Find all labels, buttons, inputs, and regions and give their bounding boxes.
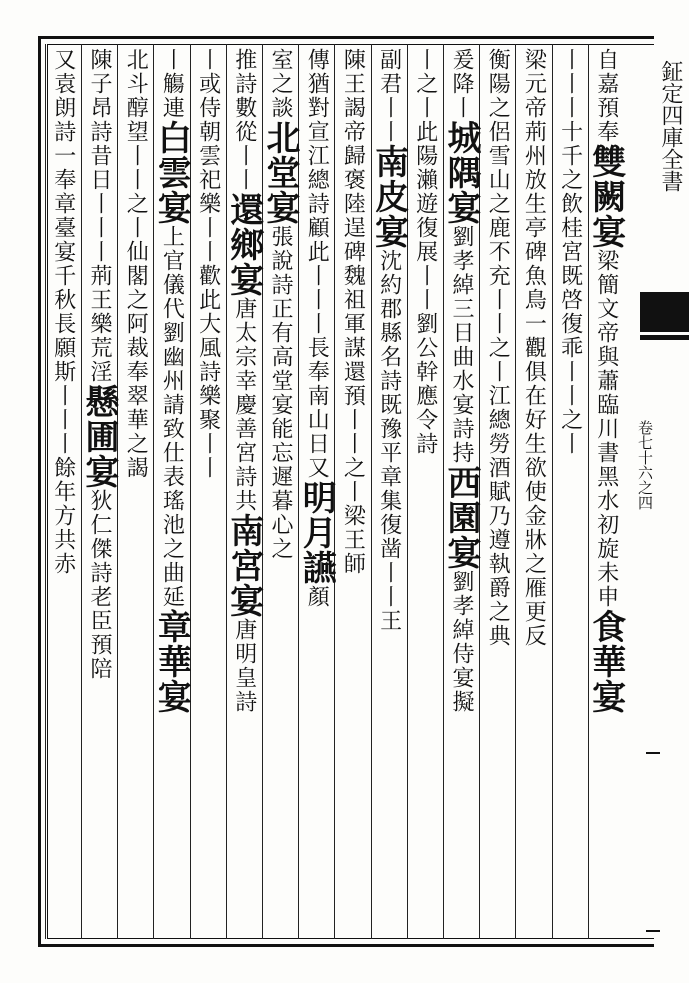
entry-heading: 食華宴	[585, 609, 626, 714]
text-run: 陳王謁帝歸	[340, 48, 366, 168]
text-run: 北斗醇	[123, 48, 149, 120]
text-run: 唐太宗幸慶善宮詩共	[231, 297, 257, 513]
entry-heading: 白雲宴	[151, 120, 192, 225]
entry-heading: 城隅宴	[441, 120, 481, 225]
entry-heading: 還鄉宴	[223, 192, 264, 297]
text-run: 此陽瀨遊復展丨丨	[412, 120, 438, 312]
text-run: 丨丨丨餘年方共赤	[50, 384, 76, 576]
text-run: 自嘉預奉	[593, 48, 619, 144]
entry-heading: 南皮宴	[368, 144, 409, 249]
text-run: 推詩數從丨丨	[231, 48, 257, 192]
text-run: 樂丨丨歡此大風詩	[195, 192, 221, 384]
entry-heading: 懸圃宴	[79, 384, 119, 489]
juan-label: 卷七十六之四	[636, 420, 654, 510]
text-run: 之	[268, 537, 293, 561]
text-run: 沈約郡縣名詩既豫平章集復凿丨丨王	[376, 249, 402, 633]
book-title: 鉦定四庫全書	[658, 60, 683, 192]
text-run: 又袁朗詩一奉章臺宴千秋長願斯	[50, 48, 76, 384]
margin-tick	[646, 752, 660, 754]
text-run: 張說詩正有高堂宴能忘遲暮心	[268, 225, 293, 537]
fish-tail-mark	[640, 292, 689, 340]
text-run: 丨丨丨	[557, 48, 583, 120]
text-column	[41, 48, 85, 933]
entry-heading: 西園宴	[441, 465, 481, 570]
text-run: 望丨丨之丨仙閣之阿裁奉翠華之謁	[123, 120, 149, 480]
text-run: 爰降丨	[449, 48, 474, 120]
text-run: 梁元帝荊州放生亭碑魚鳥一觀俱在好生欲使金牀之雁更反	[521, 48, 547, 648]
text-run: 副君丨丨	[376, 48, 402, 144]
text-run: 劉孝綽三日曲水宴詩持	[449, 225, 474, 465]
text-run: 劉公幹應令詩	[412, 312, 438, 456]
text-run: 丨之丨	[412, 48, 438, 120]
text-run: 狄仁傑詩老臣預陪	[87, 489, 112, 681]
entry-heading: 明月讌	[296, 480, 337, 585]
text-run: 丨或侍朝雲祀	[195, 48, 221, 192]
text-run: 樂聚丨丨	[195, 384, 221, 480]
text-run: 室之談	[268, 48, 293, 120]
text-run: 傳猶對宣	[304, 48, 330, 144]
entry-heading: 南宮宴	[223, 513, 264, 618]
text-run: 丨觴連	[159, 48, 185, 120]
text-run: 江總詩顧此丨丨丨長奉南山日又	[304, 144, 330, 480]
text-run: 顏	[304, 585, 330, 609]
text-run: 唐明皇詩	[231, 618, 257, 714]
text-run: 陳子昂詩昔日丨丨丨荊王樂荒淫	[87, 48, 112, 384]
text-run: 褒陸逞碑魏祖軍謀還預丨丨之丨梁王師	[340, 168, 366, 576]
entry-heading: 雙闕宴	[585, 144, 626, 249]
text-run: 延	[159, 585, 185, 609]
text-run: 衡陽之侶雪山之鹿不充丨丨之丨江總勞酒賦乃遵執爵之典	[485, 48, 511, 648]
text-run: 劉孝綽侍宴擬	[449, 570, 474, 714]
entry-heading: 章華宴	[151, 609, 192, 714]
text-run: 上官儀代劉幽州請致仕表瑤池之曲	[159, 225, 185, 585]
text-run: 十千之飲桂宮既啓復乖丨丨之丨	[557, 120, 583, 456]
text-run: 梁簡文帝與蕭臨川書黑水初旋未申	[593, 249, 619, 609]
margin-tick	[646, 930, 660, 932]
entry-heading: 北堂宴	[260, 120, 300, 225]
